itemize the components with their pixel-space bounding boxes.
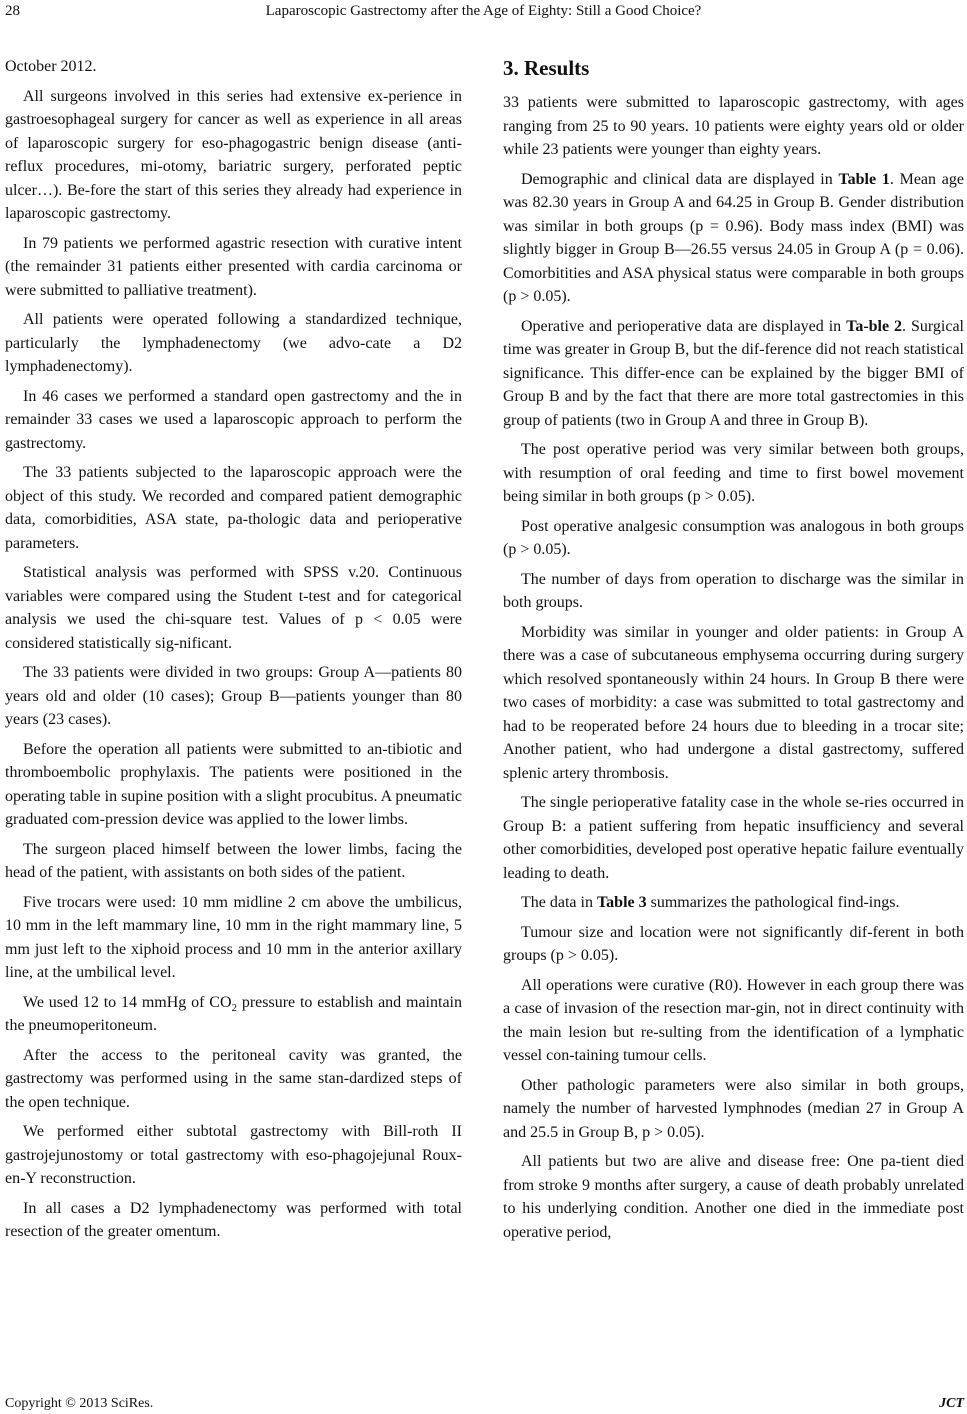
paragraph: 33 patients were submitted to laparoscopic gastrectomy, with ages ranging from 25 to 90 years. 10 patients were eighty years old or older while 23 patients were younger than eighty years. [503,94,964,158]
paragraph: Other pathologic parameters were also similar in both groups, namely the number of harvested lymphnodes (median 27 in Group A and 25.5 in Group B, p > 0.05). [503,1076,964,1141]
table-reference: Ta-ble 2 [846,317,903,335]
paragraph: In 79 patients we performed agastric resection with curative intent (the remainder 31 patients either presented with cardia carcinoma or were submitted to palliative treatment). [5,234,462,299]
text-run: . Surgical time was greater in Group B, but the dif-ference did not reach statistical significance. This differ-ence can be explained by the bigger BMI of Group B and by the fact that there are more total gastrectomies in this group of patients (two in Group A and three in Group B). [503,317,965,429]
paragraph: Tumour size and location were not significantly dif-ferent in both groups (p > 0.05). [503,923,964,964]
paragraph: The 33 patients were divided in two groups: Group A—patients 80 years old and older (10 cases); Group B—patients younger than 80 years (23 cases). [5,664,462,728]
page-header [0,0,967,30]
page-number: 28 [5,3,20,19]
paragraph: Five trocars were used: 10 mm midline 2 cm above the umbilicus, 10 mm in the left mammary line, 10 mm in the right mammary line, 5 mm just left to the xiphoid process and 10 mm in the anterior axillary line, at the umbilical level. [5,893,462,981]
copyright-notice: Copyright © 2013 SciRes. [5,1396,154,1411]
paragraph: In 46 cases we performed a standard open gastrectomy and the in remainder 33 cases we used a laparoscopic approach to perform the gastrectomy. [5,387,462,452]
paragraph [503,168,964,309]
paragraph: All patients but two are alive and disease free: One pa-tient died from stroke 9 months after surgery, a cause of death probably unrelated to his underlying condition. Another one died in the immediate post operative period, [503,1153,964,1241]
paragraph: The surgeon placed himself between the lower limbs, facing the head of the patient, with assistants on both sides of the patient. [5,840,462,881]
paragraph: The single perioperative fatality case in the whole se-ries occurred in Group B: a patient suffering from hepatic insufficiency and several other comorbidities, developed post operative hepatic failure eventually leading to death. [503,794,964,882]
right-column [503,55,964,1250]
text-run: Operative and perioperative data are displayed in [521,317,847,335]
text-run: summarizes the pathological find-ings. [646,894,900,911]
paragraph: Before the operation all patients were submitted to an-tibiotic and thromboembolic prophylaxis. The patients were positioned in the operating table in supine position with a slight procubitus. A pneumatic graduated com-pression device was applied to the lower limbs. [5,740,462,828]
paragraph [5,991,462,1038]
paragraph: In all cases a D2 lymphadenectomy was performed with total resection of the greater omentum. [5,1199,462,1240]
text-run: pressure to establish and maintain the pneumoperitoneum. [5,993,462,1034]
paragraph [503,891,964,915]
paragraph: Post operative analgesic consumption was analogous in both groups (p > 0.05). [503,517,964,558]
paragraph [503,315,964,433]
text-run: The data in [521,894,597,911]
subscript: 2 [231,1001,238,1014]
text-run: Demographic and clinical data are displayed in [521,170,839,188]
section-heading: 3. Results [503,56,590,80]
table-reference: Table 3 [596,894,647,911]
left-column [5,55,462,1250]
paragraph: All patients were operated following a standardized technique, particularly the lymphadenectomy (we advo-cate a D2 lymphadenectomy). [5,311,462,375]
paragraph: The post operative period was very similar between both groups, with resumption of oral feeding and time to first bowel movement being similar in both groups (p > 0.05). [503,441,964,505]
text-run: . Mean age was 82.30 years in Group A and 64.25 in Group B. Gender distribution was similar in both groups (p = 0.96). Body mass index (BMI) was slightly bigger in Group B—26.55 versus 24.05 in Group A (p = 0.06). Comorbitities and ASA physical status were comparable in both groups (p > 0.05). [503,170,964,305]
table-reference: Table 1 [838,170,890,188]
paragraph: We performed either subtotal gastrectomy with Bill-roth II gastrojejunostomy or total gastrectomy with eso-phagojejunal Roux-en-Y reconstruction. [5,1123,462,1187]
paragraph: Statistical analysis was performed with SPSS v.20. Continuous variables were compared using the Student t-test and for categorical analysis we used the chi-square test. Values of p < 0.05 were considered statistically sig-nificant. [5,564,462,652]
paragraph: The number of days from operation to discharge was the similar in both groups. [503,570,964,611]
paragraph: All surgeons involved in this series had extensive ex-perience in gastroesophageal surgery for cancer as well as experience in all areas of laparoscopic surgery for eso-phagogastric benign disease (anti-reflux procedures, mi-otomy, bariatric surgery, perforated peptic ulcer…). Be-fore the start of this series they already had experience in laparoscopic gastrectomy. [5,87,462,222]
paragraph: Morbidity was similar in younger and older patients: in Group A there was a case of subcutaneous emphysema occurring during surgery which resolved spontaneously within 24 hours. In Group B there were two cases of morbidity: a case was submitted to total gastrectomy and had to be reoperated before 24 hours due to bleeding in a trocar site; Another patient, who had undergone a distal gastrectomy, suffered splenic artery thrombosis. [503,623,964,782]
paragraph: All operations were curative (R0). However in each group there was a case of invasion of the resection mar-gin, not in direct continuity with the main lesion but re-sulting from the identification of a lymphatic vessel con-taining tumour cells. [503,976,964,1064]
paragraph: The 33 patients subjected to the laparoscopic approach were the object of this study. We recorded and compared patient demographic data, comorbidities, ASA state, pa-thologic data and perioperative parameters. [5,464,462,552]
text-run: We used 12 to 14 mmHg of CO [23,993,232,1011]
journal-abbreviation: JCT [939,1396,964,1411]
paragraph: October 2012. [5,58,97,75]
paragraph: After the access to the peritoneal cavity was granted, the gastrectomy was performed using in the same stan-dardized steps of the open technique. [5,1046,462,1111]
running-title: Laparoscopic Gastrectomy after the Age of Eighty: Still a Good Choice? [265,3,702,19]
